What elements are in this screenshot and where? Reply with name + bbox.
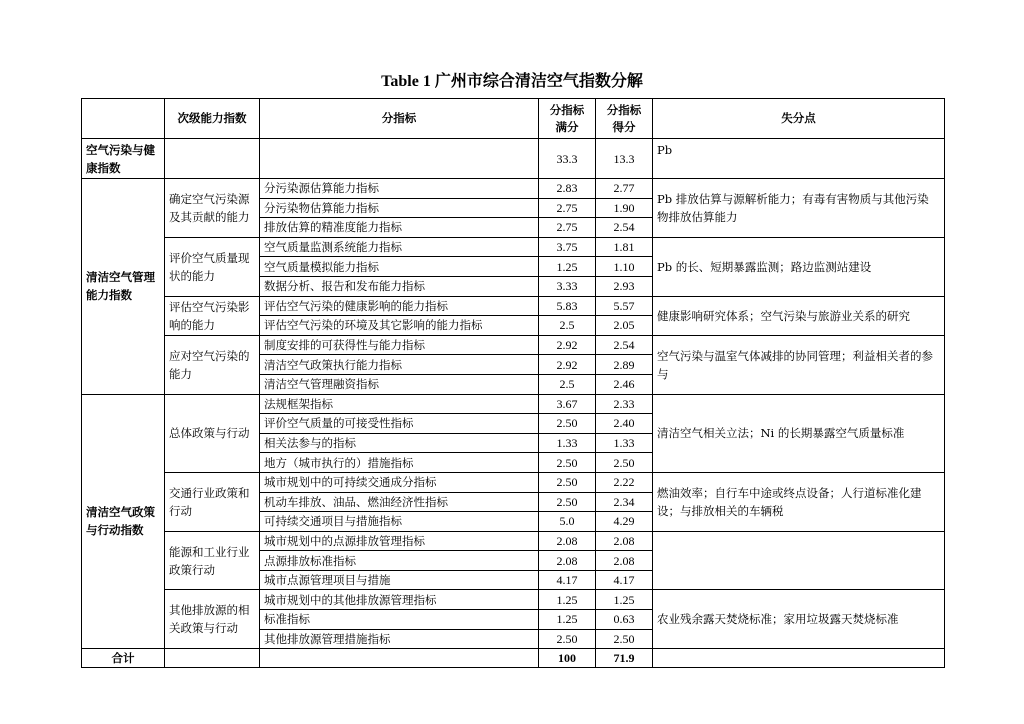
full-score-cell: 2.50 bbox=[539, 414, 596, 434]
score-cell: 2.08 bbox=[596, 551, 653, 571]
indicator-cell bbox=[260, 139, 539, 179]
full-score-cell: 3.75 bbox=[539, 237, 596, 257]
score-cell: 2.05 bbox=[596, 316, 653, 336]
table-row bbox=[82, 472, 945, 492]
capability-cell: 其他排放源的相关政策与行动 bbox=[165, 590, 260, 649]
table-title: Table 1 广州市综合清洁空气指数分解 bbox=[381, 73, 643, 90]
indicator-cell: 城市规划中的可持续交通成分指标 bbox=[260, 472, 539, 492]
score-cell: 2.34 bbox=[596, 492, 653, 512]
score-cell: 2.89 bbox=[596, 355, 653, 375]
total-full-score: 100 bbox=[539, 649, 596, 668]
score-cell: 2.46 bbox=[596, 374, 653, 394]
deduction-cell bbox=[653, 531, 945, 590]
score-cell: 2.54 bbox=[596, 335, 653, 355]
deduction-cell: 燃油效率；自行车中途或终点设备；人行道标准化建设；与排放相关的车辆税 bbox=[653, 472, 945, 531]
total-empty-cell bbox=[165, 649, 260, 668]
table-row bbox=[82, 237, 945, 257]
score-cell: 1.81 bbox=[596, 237, 653, 257]
full-score-cell: 2.75 bbox=[539, 218, 596, 238]
full-score-cell: 1.25 bbox=[539, 590, 596, 610]
indicator-cell: 城市规划中的点源排放管理指标 bbox=[260, 531, 539, 551]
index-table bbox=[81, 98, 945, 668]
full-score-cell: 2.50 bbox=[539, 629, 596, 649]
indicator-cell: 空气质量监测系统能力指标 bbox=[260, 237, 539, 257]
total-label: 合计 bbox=[82, 649, 165, 668]
score-cell: 1.90 bbox=[596, 198, 653, 218]
indicator-cell: 制度安排的可获得性与能力指标 bbox=[260, 335, 539, 355]
header-full-score: 分指标 满分 bbox=[539, 99, 596, 139]
indicator-cell: 清洁空气政策执行能力指标 bbox=[260, 355, 539, 375]
score-cell: 2.77 bbox=[596, 179, 653, 199]
indicator-cell: 城市点源管理项目与措施 bbox=[260, 570, 539, 590]
score-cell: 1.10 bbox=[596, 257, 653, 277]
total-empty-cell bbox=[260, 649, 539, 668]
deduction-cell: 空气污染与温室气体减排的协同管理；利益相关者的参与 bbox=[653, 335, 945, 394]
category-cell: 空气污染与健康指数 bbox=[82, 139, 165, 179]
total-score: 71.9 bbox=[596, 649, 653, 668]
full-score-cell: 2.83 bbox=[539, 179, 596, 199]
full-score-cell: 3.33 bbox=[539, 276, 596, 296]
indicator-cell: 标准指标 bbox=[260, 610, 539, 630]
deduction-cell: 健康影响研究体系；空气污染与旅游业关系的研究 bbox=[653, 296, 945, 335]
full-score-cell: 2.50 bbox=[539, 453, 596, 473]
score-cell: 13.3 bbox=[596, 139, 653, 179]
indicator-cell: 分污染源估算能力指标 bbox=[260, 179, 539, 199]
total-empty-cell bbox=[653, 649, 945, 668]
indicator-cell: 排放估算的精准度能力指标 bbox=[260, 218, 539, 238]
full-score-cell: 2.50 bbox=[539, 492, 596, 512]
capability-cell: 评估空气污染影响的能力 bbox=[165, 296, 260, 335]
total-row bbox=[82, 649, 945, 668]
table-row bbox=[82, 139, 945, 179]
capability-cell: 能源和工业行业政策行动 bbox=[165, 531, 260, 590]
full-score-cell: 33.3 bbox=[539, 139, 596, 179]
header-sub-capability: 次级能力指数 bbox=[165, 99, 260, 139]
table-row bbox=[82, 590, 945, 610]
full-score-cell: 2.08 bbox=[539, 551, 596, 571]
score-cell: 2.08 bbox=[596, 531, 653, 551]
table-row bbox=[82, 335, 945, 355]
header-score: 分指标 得分 bbox=[596, 99, 653, 139]
full-score-cell: 4.17 bbox=[539, 570, 596, 590]
score-cell: 2.54 bbox=[596, 218, 653, 238]
deduction-cell: 清洁空气相关立法；Ni 的长期暴露空气质量标准 bbox=[653, 394, 945, 472]
indicator-cell: 相关法参与的指标 bbox=[260, 433, 539, 453]
indicator-cell: 清洁空气管理融资指标 bbox=[260, 374, 539, 394]
capability-cell: 确定空气污染源及其贡献的能力 bbox=[165, 179, 260, 238]
full-score-cell: 2.5 bbox=[539, 316, 596, 336]
full-score-cell: 1.33 bbox=[539, 433, 596, 453]
indicator-cell: 评价空气质量的可接受性指标 bbox=[260, 414, 539, 434]
full-score-cell: 2.92 bbox=[539, 335, 596, 355]
header-deduction: 失分点 bbox=[653, 99, 945, 139]
indicator-cell: 其他排放源管理措施指标 bbox=[260, 629, 539, 649]
deduction-cell: Pb bbox=[653, 139, 945, 179]
deduction-cell: Pb 的长、短期暴露监测；路边监测站建设 bbox=[653, 237, 945, 296]
full-score-cell: 5.83 bbox=[539, 296, 596, 316]
full-score-cell: 5.0 bbox=[539, 512, 596, 532]
table-row bbox=[82, 394, 945, 414]
table-row bbox=[82, 296, 945, 316]
indicator-cell: 评估空气污染的健康影响的能力指标 bbox=[260, 296, 539, 316]
header-category bbox=[82, 99, 165, 139]
table-row bbox=[82, 531, 945, 551]
table-row bbox=[82, 179, 945, 199]
table-body bbox=[82, 99, 945, 668]
category-cell: 清洁空气政策与行动指数 bbox=[82, 394, 165, 649]
header-row bbox=[82, 99, 945, 139]
category-cell: 清洁空气管理能力指数 bbox=[82, 179, 165, 395]
full-score-cell: 3.67 bbox=[539, 394, 596, 414]
indicator-cell: 空气质量模拟能力指标 bbox=[260, 257, 539, 277]
score-cell: 1.33 bbox=[596, 433, 653, 453]
indicator-cell: 点源排放标准指标 bbox=[260, 551, 539, 571]
full-score-cell: 1.25 bbox=[539, 257, 596, 277]
header-sub-indicator: 分指标 bbox=[260, 99, 539, 139]
deduction-cell: Pb 排放估算与源解析能力；有毒有害物质与其他污染物排放估算能力 bbox=[653, 179, 945, 238]
indicator-cell: 机动车排放、油品、燃油经济性指标 bbox=[260, 492, 539, 512]
indicator-cell: 可持续交通项目与措施指标 bbox=[260, 512, 539, 532]
capability-cell: 总体政策与行动 bbox=[165, 394, 260, 472]
capability-cell: 应对空气污染的能力 bbox=[165, 335, 260, 394]
score-cell: 2.93 bbox=[596, 276, 653, 296]
score-cell: 2.22 bbox=[596, 472, 653, 492]
score-cell: 2.50 bbox=[596, 629, 653, 649]
score-cell: 1.25 bbox=[596, 590, 653, 610]
score-cell: 2.40 bbox=[596, 414, 653, 434]
indicator-cell: 分污染物估算能力指标 bbox=[260, 198, 539, 218]
score-cell: 2.50 bbox=[596, 453, 653, 473]
capability-cell: 评价空气质量现状的能力 bbox=[165, 237, 260, 296]
full-score-cell: 2.5 bbox=[539, 374, 596, 394]
indicator-cell: 城市规划中的其他排放源管理指标 bbox=[260, 590, 539, 610]
full-score-cell: 2.75 bbox=[539, 198, 596, 218]
capability-cell bbox=[165, 139, 260, 179]
full-score-cell: 2.92 bbox=[539, 355, 596, 375]
indicator-cell: 评估空气污染的环境及其它影响的能力指标 bbox=[260, 316, 539, 336]
deduction-cell: 农业残余露天焚烧标准；家用垃圾露天焚烧标准 bbox=[653, 590, 945, 649]
full-score-cell: 2.50 bbox=[539, 472, 596, 492]
score-cell: 2.33 bbox=[596, 394, 653, 414]
score-cell: 4.17 bbox=[596, 570, 653, 590]
full-score-cell: 1.25 bbox=[539, 610, 596, 630]
score-cell: 0.63 bbox=[596, 610, 653, 630]
indicator-cell: 地方（城市执行的）措施指标 bbox=[260, 453, 539, 473]
capability-cell: 交通行业政策和行动 bbox=[165, 472, 260, 531]
full-score-cell: 2.08 bbox=[539, 531, 596, 551]
indicator-cell: 数据分析、报告和发布能力指标 bbox=[260, 276, 539, 296]
score-cell: 5.57 bbox=[596, 296, 653, 316]
score-cell: 4.29 bbox=[596, 512, 653, 532]
indicator-cell: 法规框架指标 bbox=[260, 394, 539, 414]
